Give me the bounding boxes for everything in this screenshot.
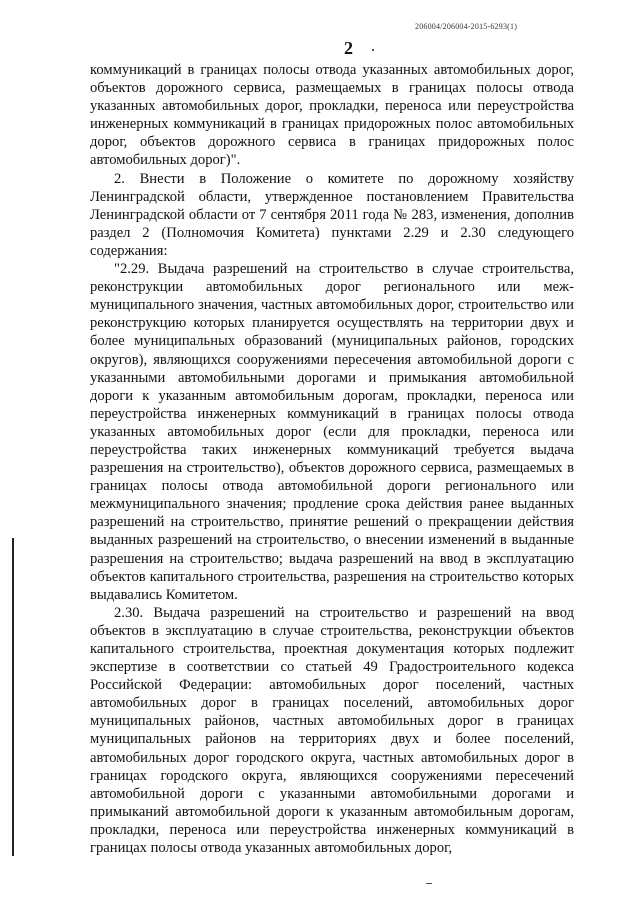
scan-speck	[372, 49, 374, 51]
scan-margin-mark	[12, 538, 14, 856]
paragraph-item-2: 2. Внести в Положение о комитете по дорожному хозяйству Ленинградской области, утвержденное постановлением Правительства Ленинградской области от 7 сентября 2011 года № 283, изменения, дополнив раздел 2 (Полномочия Комитета) пунктами 2.29 и 2.30 следующего содержания:	[90, 170, 574, 259]
document-body	[90, 61, 574, 857]
paragraph-continuation: коммуникаций в границах полосы отвода указанных автомобильных дорог, объектов дорожного сервиса, размещаемых в границах полосы отвода указанных автомобильных дорог, прокладки, переноса или переустройства инженерных коммуникаций в границах придорожных полос автомобильных дорог, объектов дорожного сервиса в границах придорожных полос автомобильных дорог)".	[90, 62, 574, 169]
scan-speck	[426, 883, 432, 884]
page-number: 2	[344, 38, 353, 58]
paragraph-item-2-30: 2.30. Выдача разрешений на строительство и разрешений на ввод объектов в эксплуатацию в случае строительства, реконструкции объектов капитального строительства, проектная документация которых подлежит экспертизе в соответствии со статьей 49 Градостроительного кодекса Российской Федерации: автомобильных дорог поселений, частных автомобильных дорог в границах поселений, автомобильных дорог муниципальных районов, частных автомобильных дорог в границах муниципальных районов на территориях двух и более поселений, автомобильных дорог городского округа, частных автомобильных дорог в границах городского округа, являющихся сооружениями пересечений автомобильной дороги с указанными автомобильными дорогами и примыканий автомобильной дороги к указанным автомобильным дорогам, прокладки, переноса или переустройства инженерных коммуникаций в границах полосы отвода указанных автомобильных дорог,	[90, 604, 574, 857]
paragraph-item-2-29: "2.29. Выдача разрешений на строительство в случае строительства, реконструкции автомобильных дорог регионального или меж-муниципального значения, частных автомобильных дорог, строительство или реконструкцию которых планируется осуществлять на территории двух и более муниципальных образований (муниципальных районов, городских округов), являющихся сооружениями пересечения автомобильной дороги с указанными автомобильными дорогами и примыкания автомобильной дороги к указанным автомобильным дорогам, прокладки, переноса или переустройства инженерных коммуникаций в границах полосы отвода указанных автомобильных дорог (если для прокладки, переноса или переустройства таких инженерных коммуникаций требуется выдача разрешения на строительство), объектов дорожного сервиса, размещаемых в границах полосы отвода автомобильной дороги регионального или межмуниципального значения; продление срока действия ранее выданных разрешений на строительство, принятие решений о прекращении действия выданных разрешений на строительство, о внесении изменений в выданные разрешения на строительство; выдача разрешений на ввод в эксплуатацию объектов капитального строительства, разрешения на строительство которых выдавались Комитетом.	[90, 261, 574, 603]
document-registration-code: 206004/206004-2015-6293(1)	[415, 22, 518, 31]
